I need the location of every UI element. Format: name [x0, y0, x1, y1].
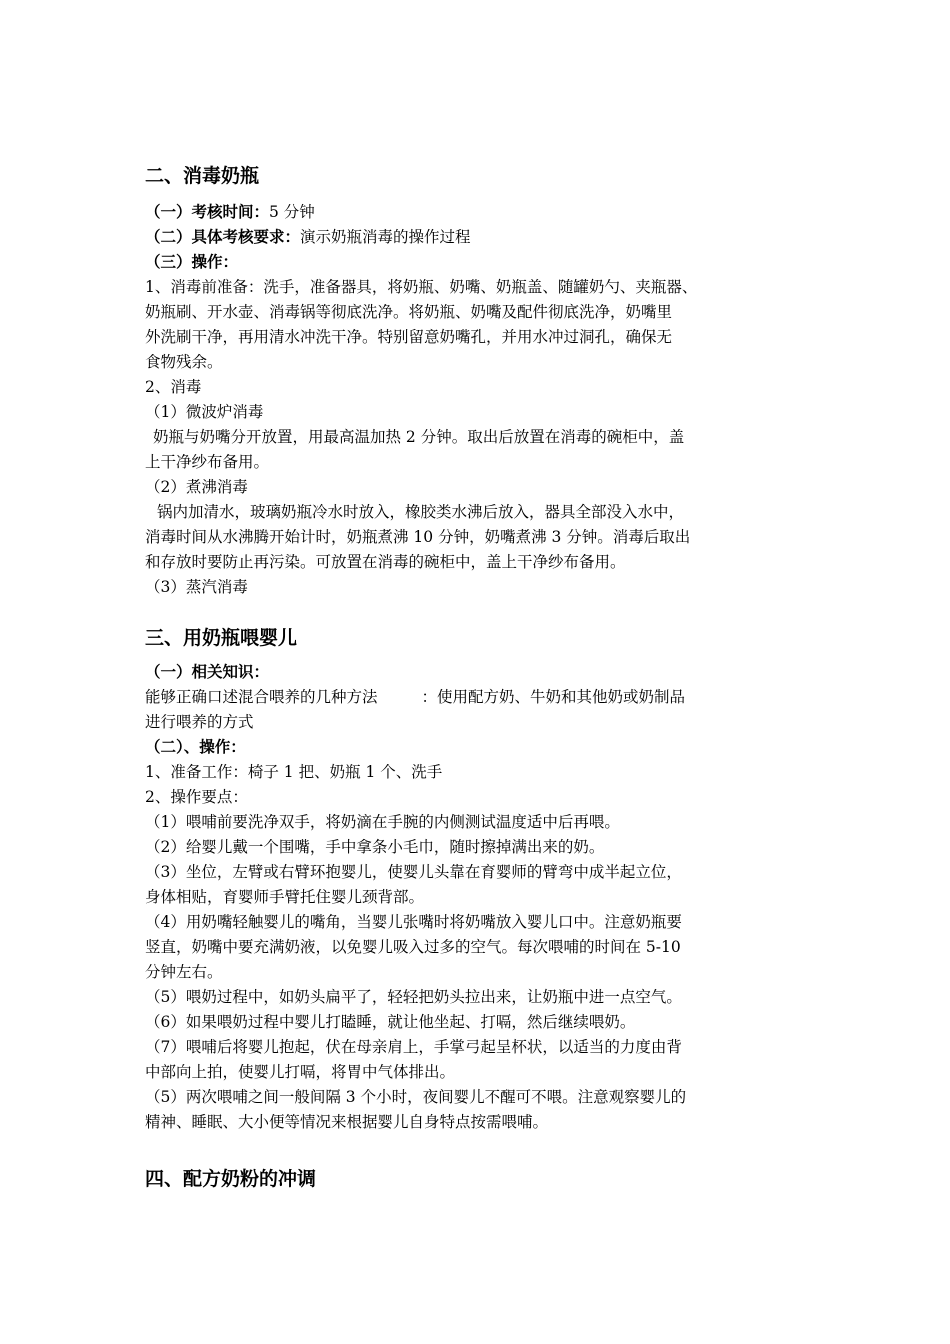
prep-line-2: 奶瓶刷、开水壶、消毒锅等彻底洗净。将奶瓶、奶嘴及配件彻底洗净，奶嘴里 [145, 303, 673, 321]
knowledge-line-1a: 能够正确口述混合喂养的几种方法 [145, 688, 378, 706]
point-8-line-1: （5）两次喂哺之间一般间隔 3 个小时，夜间婴儿不醒可不喂。注意观察婴儿的 [145, 1088, 687, 1106]
disinfect-heading: 2、消毒 [145, 378, 202, 396]
prep-line-1: 1、消毒前准备：洗手，准备器具，将奶瓶、奶嘴、奶瓶盖、随罐奶勺、夹瓶器、 [145, 278, 698, 296]
point-3-line-2: 身体相贴，育婴师手臂托住婴儿颈背部。 [145, 888, 425, 906]
exam-time-value: 5 分钟 [269, 203, 315, 221]
points-heading: 2、操作要点： [145, 788, 248, 806]
point-8-line-2: 精神、睡眠、大小便等情况来根据婴儿自身特点按需喂哺。 [145, 1113, 549, 1131]
requirements-value: 演示奶瓶消毒的操作过程 [300, 228, 471, 246]
exam-time-label: （一）考核时间： [145, 203, 270, 221]
document-page [145, 160, 813, 1195]
point-4-line-2: 竖直，奶嘴中要充满奶液，以免婴儿吸入过多的空气。每次喂哺的时间在 5-10 [145, 938, 681, 956]
preparation-line: 1、准备工作：椅子 1 把、奶瓶 1 个、洗手 [145, 763, 443, 781]
knowledge-line-1b: ：使用配方奶、牛奶和其他奶或奶制品 [421, 688, 686, 706]
point-7-line-1: （7）喂哺后将婴儿抱起，伏在母亲肩上，手掌弓起呈杯状，以适当的力度由背 [145, 1038, 682, 1056]
point-6: （6）如果喂奶过程中婴儿打瞌睡，就让他坐起、打嗝，然后继续喂奶。 [145, 1013, 636, 1031]
operation-label: （二）、操作： [145, 738, 246, 756]
requirements-line [145, 225, 813, 250]
knowledge-line-1 [145, 685, 813, 710]
point-1: （1）喂哺前要洗净双手，将奶滴在手腕的内侧测试温度适中后再喂。 [145, 813, 620, 831]
requirements-label: （二）具体考核要求： [145, 228, 301, 246]
point-3-line-1: （3）坐位，左臂或右臂环抱婴儿，使婴儿头靠在育婴师的臂弯中成半起立位， [145, 863, 682, 881]
knowledge-label: （一）相关知识： [145, 663, 270, 681]
section-heading: 二、消毒奶瓶 [145, 165, 260, 187]
boil-line-3: 和存放时要防止再污染。可放置在消毒的碗柜中，盖上干净纱布备用。 [145, 553, 626, 571]
section-heading: 三、用奶瓶喂婴儿 [145, 627, 298, 649]
point-5: （5）喂奶过程中，如奶头扁平了，轻轻把奶头拉出来，让奶瓶中进一点空气。 [145, 988, 682, 1006]
section-formula-preparation [145, 1163, 813, 1195]
point-7-line-2: 中部向上拍，使婴儿打嗝，将胃中气体排出。 [145, 1063, 456, 1081]
microwave-line-2: 上干净纱布备用。 [145, 453, 270, 471]
point-4-line-3: 分钟左右。 [145, 963, 223, 981]
knowledge-line-2: 进行喂养的方式 [145, 713, 254, 731]
boil-title: （2）煮沸消毒 [145, 478, 248, 496]
prep-line-3: 外洗刷干净，再用清水冲洗干净。特别留意奶嘴孔，并用水冲过洞孔，确保无 [145, 328, 673, 346]
steam-title: （3）蒸汽消毒 [145, 578, 248, 596]
microwave-title: （1）微波炉消毒 [145, 403, 264, 421]
point-2: （2）给婴儿戴一个围嘴，手中拿条小毛巾，随时擦掉满出来的奶。 [145, 838, 605, 856]
section-bottle-feeding [145, 622, 813, 1135]
operation-label: （三）操作： [145, 253, 239, 271]
boil-line-2: 消毒时间从水沸腾开始计时，奶瓶煮沸 10 分钟，奶嘴煮沸 3 分钟。消毒后取出 [145, 528, 691, 546]
prep-line-4: 食物残余。 [145, 353, 223, 371]
boil-line-1: 锅内加清水，玻璃奶瓶冷水时放入，橡胶类水沸后放入，器具全部没入水中， [157, 503, 685, 521]
point-4-line-1: （4）用奶嘴轻触婴儿的嘴角，当婴儿张嘴时将奶嘴放入婴儿口中。注意奶瓶要 [145, 913, 682, 931]
section-disinfect-bottle [145, 160, 813, 600]
exam-time-line [145, 200, 813, 225]
section-heading: 四、配方奶粉的冲调 [145, 1168, 317, 1190]
microwave-line-1: 奶瓶与奶嘴分开放置，用最高温加热 2 分钟。取出后放置在消毒的碗柜中，盖 [153, 428, 685, 446]
